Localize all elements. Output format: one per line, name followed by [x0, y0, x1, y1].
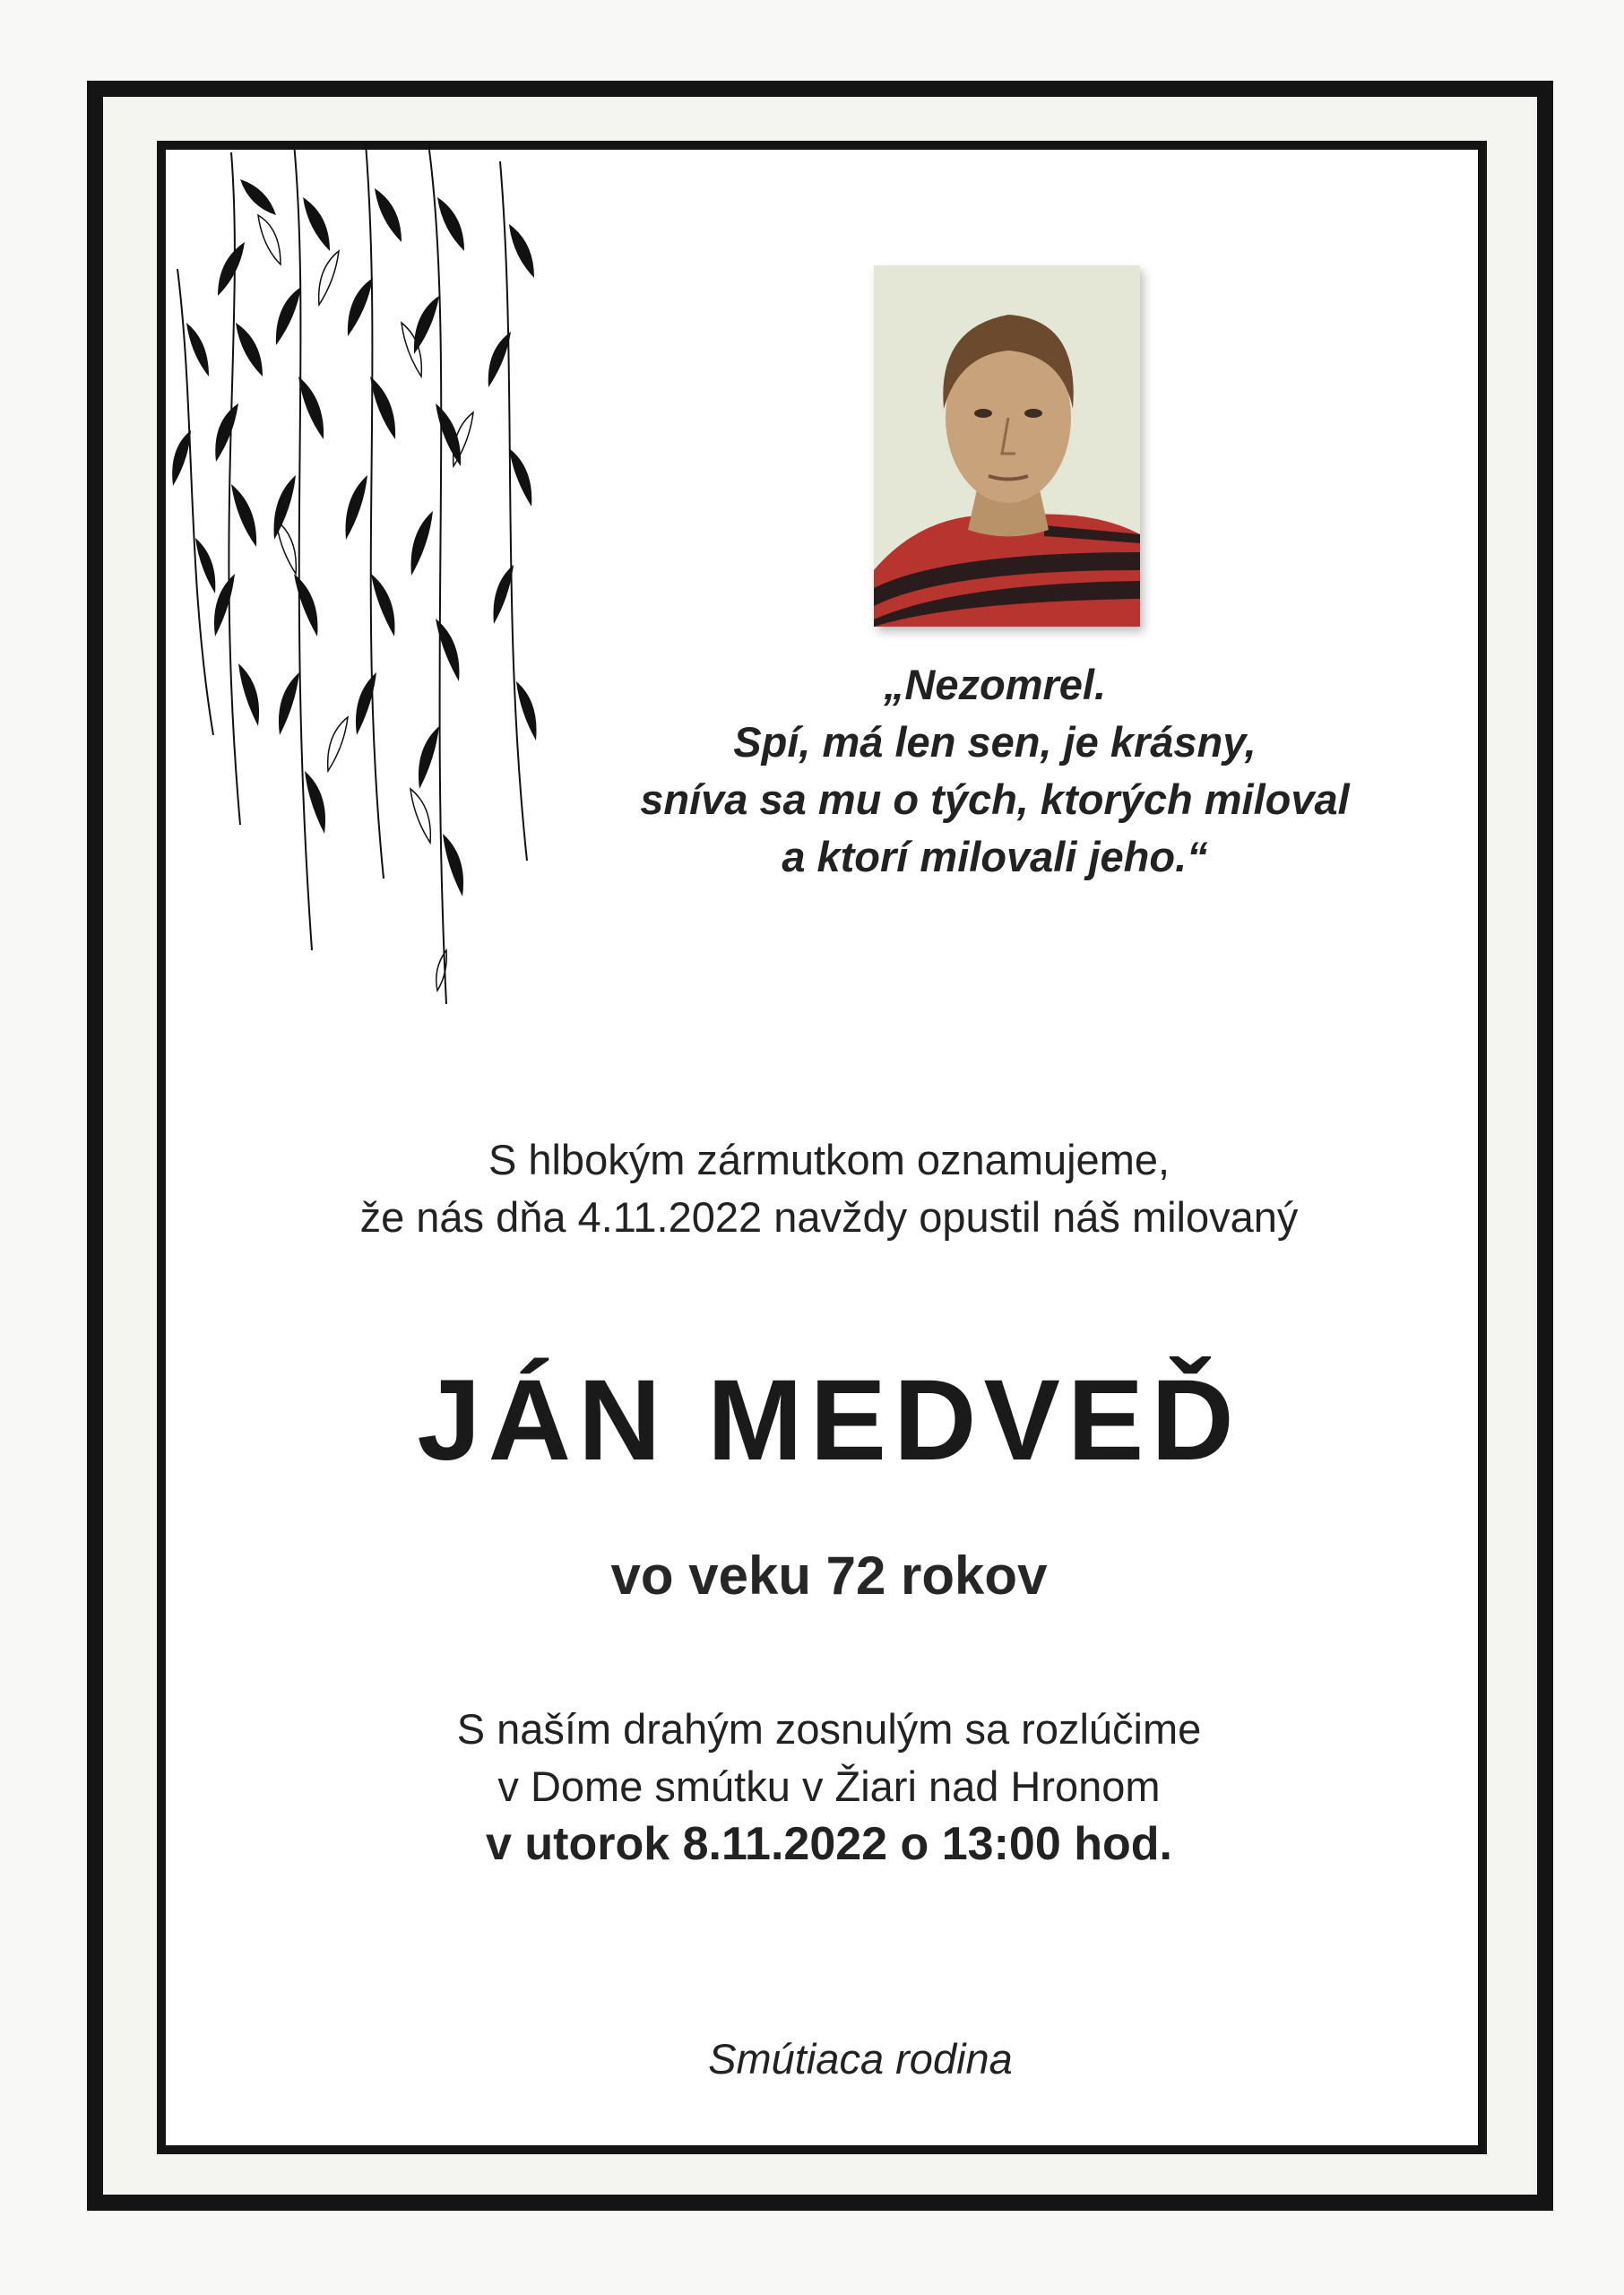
- funeral-datetime: v utorok 8.11.2022 o 13:00 hod.: [486, 1818, 1172, 1870]
- quote-line: „Nezomrel.: [883, 661, 1107, 708]
- funeral-details: [170, 1701, 1488, 1873]
- quote-line: a ktorí milovali jeho.“: [782, 833, 1208, 880]
- quote-line: Spí, má len sen, je krásny,: [733, 718, 1257, 766]
- farewell-location: v Dome smútku v Žiari nad Hronom: [497, 1762, 1161, 1810]
- portrait-photo: [874, 265, 1140, 627]
- deceased-name: JÁN MEDVEĎ: [417, 1356, 1241, 1485]
- announcement-line: S hlbokým zármutkom oznamujeme,: [488, 1136, 1170, 1183]
- announcement-line: že nás dňa 4.11.2022 navždy opustil náš milovaný: [359, 1193, 1299, 1241]
- family-signature: Smútiaca rodina: [708, 2035, 1013, 2083]
- death-announcement: [170, 1131, 1488, 1246]
- memorial-quote: [502, 656, 1488, 886]
- willow-branches-decoration: [160, 143, 563, 1031]
- quote-line: sníva sa mu o tých, ktorých miloval: [640, 775, 1350, 823]
- deceased-age: vo veku 72 rokov: [610, 1546, 1048, 1606]
- farewell-line: S naším drahým zosnulým sa rozlúčime: [456, 1705, 1202, 1753]
